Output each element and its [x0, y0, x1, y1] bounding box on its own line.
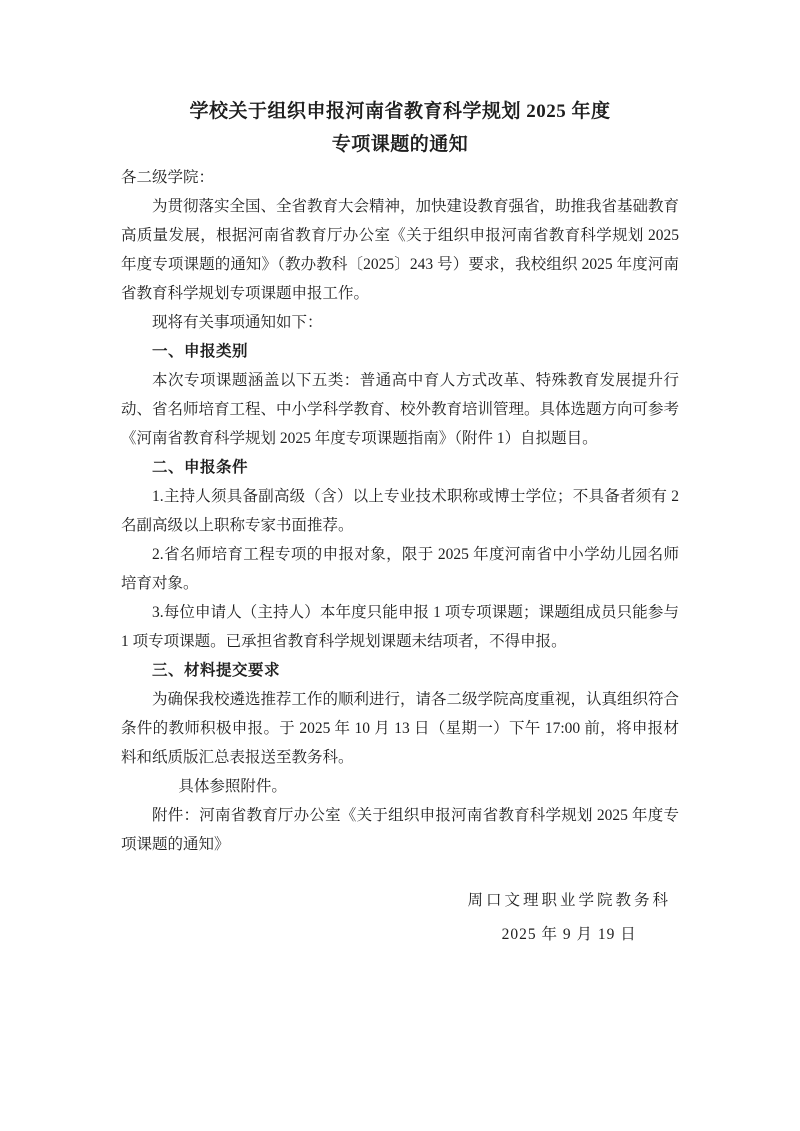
section-heading-2: 二、申报条件 [152, 459, 249, 476]
section-heading-3: 三、材料提交要求 [152, 662, 281, 679]
paragraph-attachment: 附件：河南省教育厅办公室《关于组织申报河南省教育科学规划 2025 年度专项课题的通知》 [121, 807, 679, 853]
paragraph-refer-to-attachment: 具体参照附件。 [178, 778, 287, 795]
signature-inner [467, 885, 671, 953]
paragraph-submission: 为确保我校遴选推荐工作的顺利进行，请各二级学院高度重视，认真组织符合条件的教师积极申报。于 2025 年 10 月 13 日（星期一）下午 17:00 前，将申报材料和纸质版汇总表报送至教务科。 [121, 691, 680, 766]
document-title-line-2: 专项课题的通知 [331, 134, 469, 155]
paragraph-categories: 本次专项课题涵盖以下五类：普通高中育人方式改革、特殊教育发展提升行动、省名师培育工程、中小学科学教育、校外教育培训管理。具体选题方向可参考《河南省教育科学规划 2025 年度专项课题指南》（附件 1）自拟题目。 [121, 372, 680, 447]
paragraph-intro: 为贯彻落实全国、全省教育大会精神，加快建设教育强省，助推我省基础教育高质量发展，根据河南省教育厅办公室《关于组织申报河南省教育科学规划 2025 年度专项课题的通知》（教办教科〔2025〕243 号）要求，我校组织 2025 年度河南省教育科学规划专项课题申报工作。 [121, 198, 680, 302]
signature-block [121, 885, 679, 953]
paragraph-lead-in: 现将有关事项通知如下： [152, 314, 323, 331]
salutation: 各二级学院： [121, 169, 215, 186]
paragraph-condition-3: 3.每位申请人（主持人）本年度只能申报 1 项专项课题；课题组成员只能参与 1 项专项课题。已承担省教育科学规划课题未结项者，不得申报。 [121, 604, 679, 650]
paragraph-condition-1: 1.主持人须具备副高级（含）以上专业技术职称或博士学位；不具备者须有 2 名副高级以上职称专家书面推荐。 [121, 488, 679, 534]
document-body [121, 163, 679, 953]
document-title [121, 95, 679, 161]
document-title-line-1: 学校关于组织申报河南省教育科学规划 2025 年度 [189, 101, 611, 122]
paragraph-condition-2: 2.省名师培育工程专项的申报对象，限于 2025 年度河南省中小学幼儿园名师培育对象。 [121, 546, 679, 592]
signature-organization: 周口文理职业学院教务科 [467, 892, 671, 909]
signature-date: 2025 年 9 月 19 日 [501, 926, 637, 943]
section-heading-1: 一、申报类别 [152, 343, 249, 360]
